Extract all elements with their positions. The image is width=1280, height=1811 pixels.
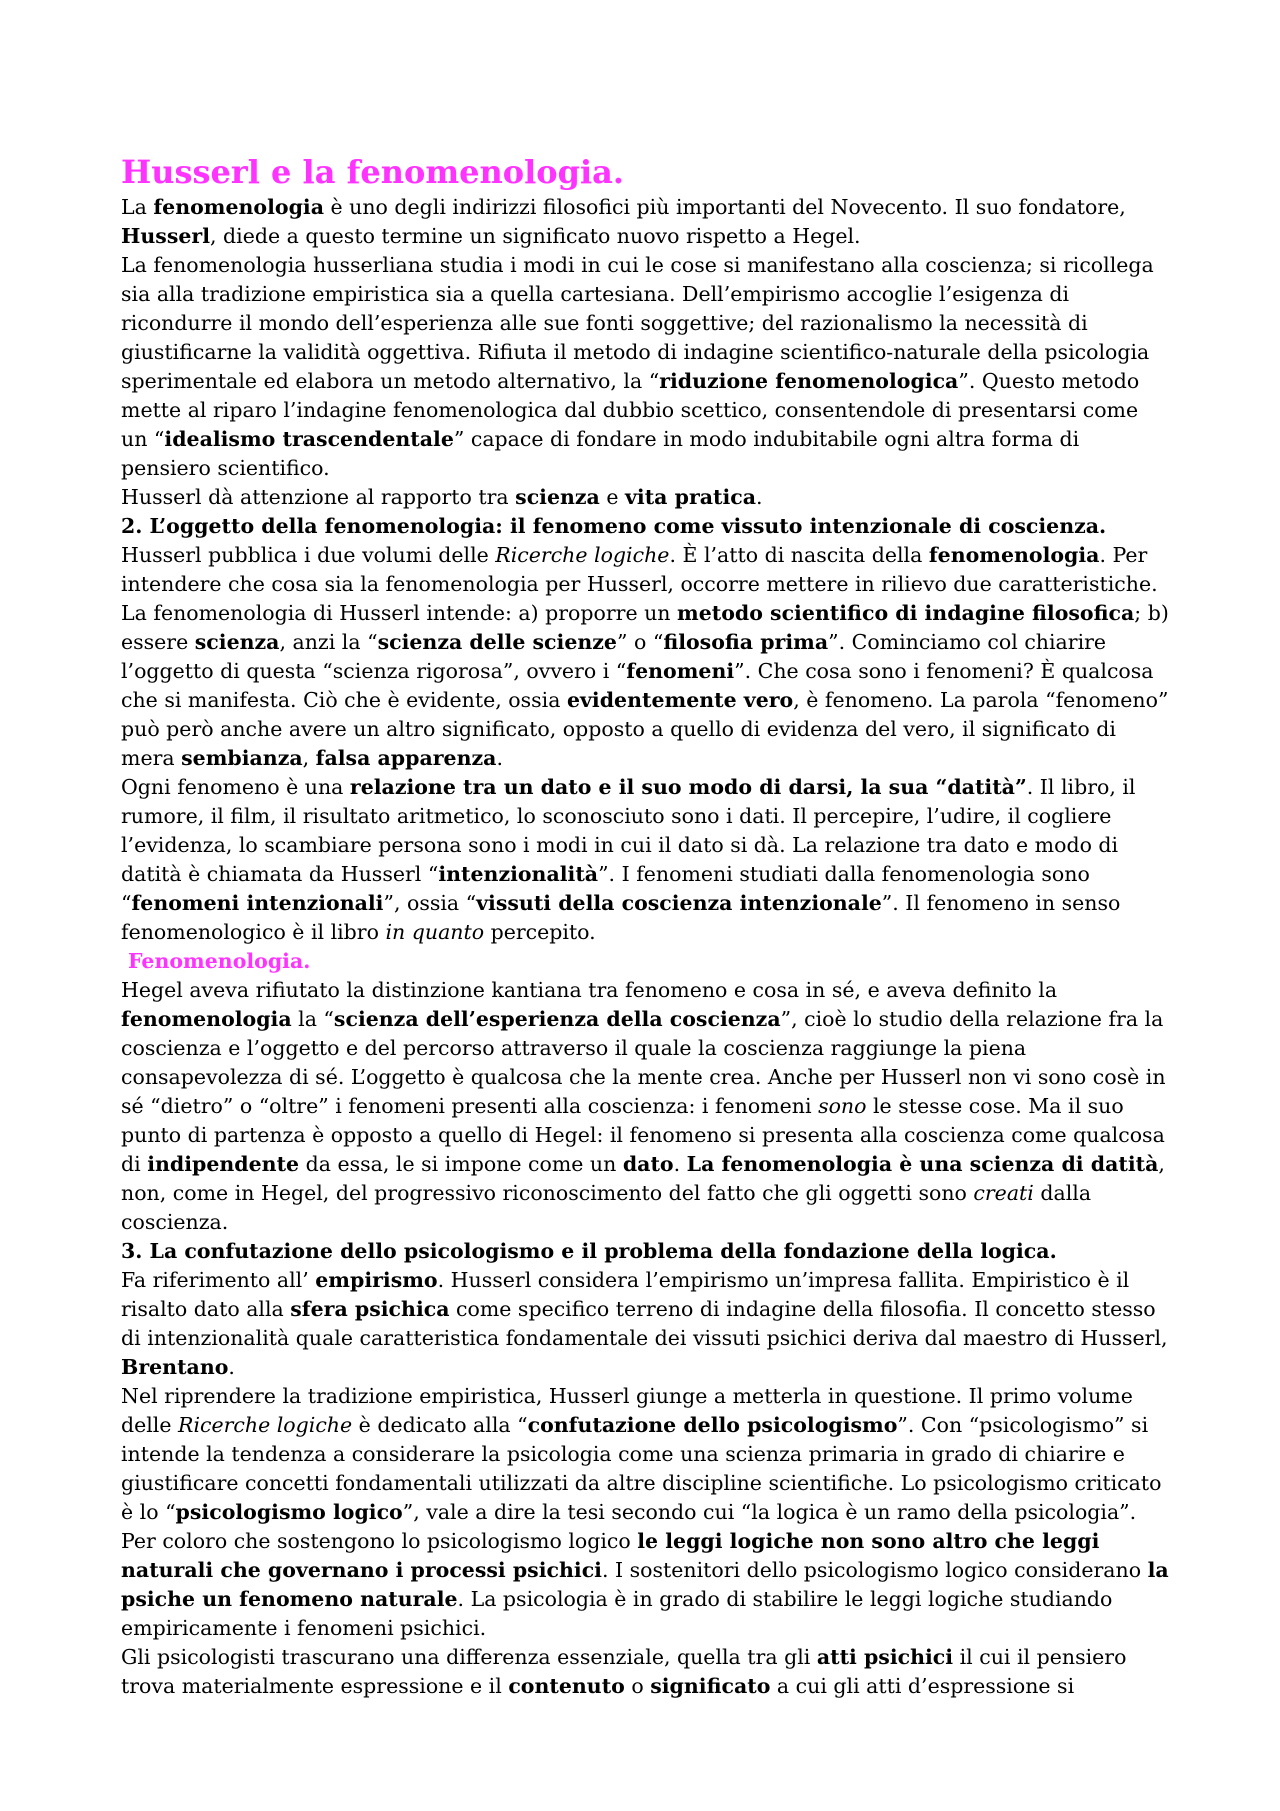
bold-term: psicologismo logico xyxy=(175,1500,403,1524)
text-run: a cui gli atti d’espressione si xyxy=(770,1674,1075,1698)
bold-term: intenzionalità xyxy=(438,862,599,886)
bold-term: scienza dell’esperienza della coscienza xyxy=(333,1007,781,1031)
bold-term: falsa apparenza xyxy=(315,746,497,770)
bold-term: fenomenologia xyxy=(121,1007,292,1031)
bold-term: la psiche un fenomeno naturale xyxy=(121,1558,1169,1611)
text-run: Hegel aveva rifiutato la distinzione kantiana tra fenomeno e cosa in sé, e aveva definito la xyxy=(121,978,1058,1002)
text-run: ”. Il fenomeno in senso fenomenologico è il libro xyxy=(121,891,1121,944)
bold-term: significato xyxy=(650,1674,771,1698)
paragraph-logical-investigations xyxy=(121,541,1171,773)
document-title: Husserl e la fenomenologia. xyxy=(121,153,625,191)
bold-term: atti psichici xyxy=(816,1645,954,1669)
paragraph-hegel-comparison xyxy=(121,976,1171,1237)
text-run: . I sostenitori dello psicologismo logico considerano xyxy=(601,1558,1148,1582)
text-run: ” capace di fondare in modo indubitabile ogni altra forma di pensiero scientifico. xyxy=(121,427,1080,480)
text-run: . Il libro, il rumore, il film, il risultato aritmetico, lo sconosciuto sono i dati. Il percepire, l’udire, il cogliere l’evidenza, lo scambiare persona sono i modi in cui il dato si dà. La relazione tra dato e modo di datità è chiamata da Husserl “ xyxy=(121,775,1136,886)
italic-term: sono xyxy=(818,1094,867,1118)
bold-term: sfera psichica xyxy=(290,1297,450,1321)
italic-term: Ricerche logiche xyxy=(178,1413,353,1437)
bold-term: Brentano xyxy=(121,1355,229,1379)
text-run: come specifico terreno di indagine della filosofia. Il concetto stesso di intenzionalità quale caratteristica fondamentale dei vissuti psichici deriva dal maestro di Husserl, xyxy=(121,1297,1168,1350)
text-run: Fa riferimento all’ xyxy=(121,1268,316,1292)
bold-term: fenomeni intenzionali xyxy=(131,891,384,915)
bold-term: fenomeni xyxy=(626,659,735,683)
bold-term: dato xyxy=(622,1152,674,1176)
bold-term: scienza delle scienze xyxy=(377,630,617,654)
text-run: ”, vale a dire la tesi secondo cui “la logica è un ramo della psicologia”. Per coloro che sostengono lo psicologismo logico xyxy=(121,1500,1137,1553)
bold-term: evidentemente vero xyxy=(566,688,794,712)
section-heading-3: 3. La confutazione dello psicologismo e il problema della fondazione della logica. xyxy=(121,1239,1057,1263)
paragraph-intro xyxy=(121,193,1171,251)
text-run: la “ xyxy=(291,1007,334,1031)
text-run: ”, ossia “ xyxy=(383,891,477,915)
text-run: ”. Che cosa sono i fenomeni? È qualcosa che si manifesta. Ciò che è evidente, ossia xyxy=(121,659,1154,712)
text-run: . xyxy=(673,1152,687,1176)
text-run: e xyxy=(599,485,626,509)
paragraph-psychologism xyxy=(121,1382,1171,1643)
document-body xyxy=(121,151,1171,1701)
text-run: il cui il pensiero trova materialmente espressione e il xyxy=(121,1645,1127,1698)
text-run: , xyxy=(302,746,316,770)
bold-term: idealismo trascendentale xyxy=(164,427,454,451)
bold-term: La fenomenologia è una scienza di datità xyxy=(686,1152,1159,1176)
text-run: . È l’atto di nascita della xyxy=(669,543,929,567)
text-run: o xyxy=(624,1674,651,1698)
bold-term: vita pratica xyxy=(625,485,757,509)
bold-term: scienza xyxy=(515,485,600,509)
text-run: . Per intendere che cosa sia la fenomenologia per Husserl, occorre mettere in rilievo due caratteristiche. La fenomenologia di Husserl intende: a) proporre un xyxy=(121,543,1158,625)
text-run: . La psicologia è in grado di stabilire le leggi logiche studiando empiricamente i fenomeni psichici. xyxy=(121,1587,1113,1640)
paragraph-empiricism xyxy=(121,1266,1171,1382)
bold-term: filosofia prima xyxy=(663,630,829,654)
text-run: Gli psicologisti trascurano una differenza essenziale, quella tra gli xyxy=(121,1645,817,1669)
text-run: , è fenomeno. La parola “fenomeno” può però anche avere un altro significato, opposto a quello di evidenza del vero, il significato di mera xyxy=(121,688,1169,770)
text-run: , non, come in Hegel, del progressivo riconoscimento del fatto che gli oggetti sono xyxy=(121,1152,1165,1205)
section-heading-2: 2. L’oggetto della fenomenologia: il fenomeno come vissuto intenzionale di coscienza. xyxy=(121,514,1107,538)
text-run: ”. I fenomeni studiati dalla fenomenologia sono “ xyxy=(121,862,1090,915)
text-run: La fenomenologia husserliana studia i modi in cui le cose si manifestano alla coscienza; si ricollega sia alla tradizione empiristica sia a quella cartesiana. Dell’empirismo accoglie l’esigenza di ricondurre il mondo dell’esperienza alle sue fonti soggettive; del razionalismo la necessità di giustificarne la validità oggettiva. Rifiuta il metodo di indagine scientifico-naturale della psicologia sperimentale ed elabora un metodo alternativo, la “ xyxy=(121,253,1154,393)
text-run: è dedicato alla “ xyxy=(352,1413,528,1437)
text-run: . xyxy=(496,746,503,770)
bold-term: Husserl xyxy=(121,224,210,248)
text-run: . xyxy=(228,1355,235,1379)
text-run: ; b) essere xyxy=(121,601,1169,654)
bold-term: relazione tra un dato e il suo modo di darsi, la sua “datità” xyxy=(349,775,1027,799)
bold-term: scienza xyxy=(194,630,280,654)
text-run: dalla coscienza. xyxy=(121,1181,1092,1234)
paragraph-science-practical-life xyxy=(121,483,1171,512)
text-run: da essa, le si impone come un xyxy=(299,1152,623,1176)
text-run: le stesse cose. Ma il suo punto di partenza è opposto a quello di Hegel: il fenomeno si presenta alla coscienza come qualcosa di xyxy=(121,1094,1165,1176)
italic-term: Ricerche logiche xyxy=(495,543,670,567)
text-run: Husserl pubblica i due volumi delle xyxy=(121,543,496,567)
text-run: Nel riprendere la tradizione empiristica, Husserl giunge a metterla in questione. Il primo volume delle xyxy=(121,1384,1133,1437)
text-run: Husserl dà attenzione al rapporto tra xyxy=(121,485,516,509)
text-run: è uno degli indirizzi filosofici più importanti del Novecento. Il suo fondatore, xyxy=(323,195,1126,219)
bold-term: sembianza xyxy=(181,746,303,770)
paragraph-husserlian-phenomenology xyxy=(121,251,1171,483)
italic-term: in quanto xyxy=(385,920,485,944)
bold-term: empirismo xyxy=(315,1268,438,1292)
bold-term: fenomenologia xyxy=(928,543,1100,567)
text-run: ” o “ xyxy=(616,630,664,654)
text-run: ”, cioè lo studio della relazione fra la coscienza e l’oggetto e del percorso attraverso il quale la coscienza raggiunge la piena consapevolezza di sé. L’oggetto è qualcosa che la mente crea. Anche per Husserl non vi sono cosè in sé “dietro” o “oltre” i fenomeni presenti alla coscienza: i fenomeni xyxy=(121,1007,1166,1118)
paragraph-phenomenon-relation xyxy=(121,773,1171,947)
text-run: ”. Questo metodo mette al riparo l’indagine fenomenologica dal dubbio scettico, consentendole di presentarsi come un “ xyxy=(121,369,1140,451)
bold-term: contenuto xyxy=(508,1674,625,1698)
text-run: , diede a questo termine un significato nuovo rispetto a Hegel. xyxy=(210,224,861,248)
italic-term: creati xyxy=(973,1181,1034,1205)
bold-term: indipendente xyxy=(147,1152,300,1176)
text-run: Ogni fenomeno è una xyxy=(121,775,350,799)
bold-term: metodo scientifico di indagine filosofica xyxy=(677,601,1135,625)
bold-term: le leggi logiche non sono altro che leggi naturali che governano i processi psichici xyxy=(121,1529,1100,1582)
bold-term: confutazione dello psicologismo xyxy=(527,1413,898,1437)
bold-term: fenomenologia xyxy=(153,195,324,219)
text-run: percepito. xyxy=(484,920,596,944)
bold-term: vissuti della coscienza intenzionale xyxy=(476,891,882,915)
paragraph-psychic-acts xyxy=(121,1643,1171,1701)
text-run: La xyxy=(121,195,154,219)
bold-term: riduzione fenomenologica xyxy=(659,369,959,393)
text-run: . xyxy=(756,485,763,509)
text-run: . Husserl considera l’empirismo un’impresa fallita. Empiristico è il risalto dato alla xyxy=(121,1268,1130,1321)
text-run: ”. Cominciamo col chiarire l’oggetto di questa “scienza rigorosa”, ovvero i “ xyxy=(121,630,1107,683)
subheading-fenomenologia: Fenomenologia. xyxy=(128,949,311,973)
text-run: ”. Con “psicologismo” si intende la tendenza a considerare la psicologia come una scienza primaria in grado di chiarire e giustificare concetti fondamentali utilizzati da altre discipline scientifiche. Lo psicologismo criticato è lo “ xyxy=(121,1413,1162,1524)
text-run: , anzi la “ xyxy=(279,630,378,654)
